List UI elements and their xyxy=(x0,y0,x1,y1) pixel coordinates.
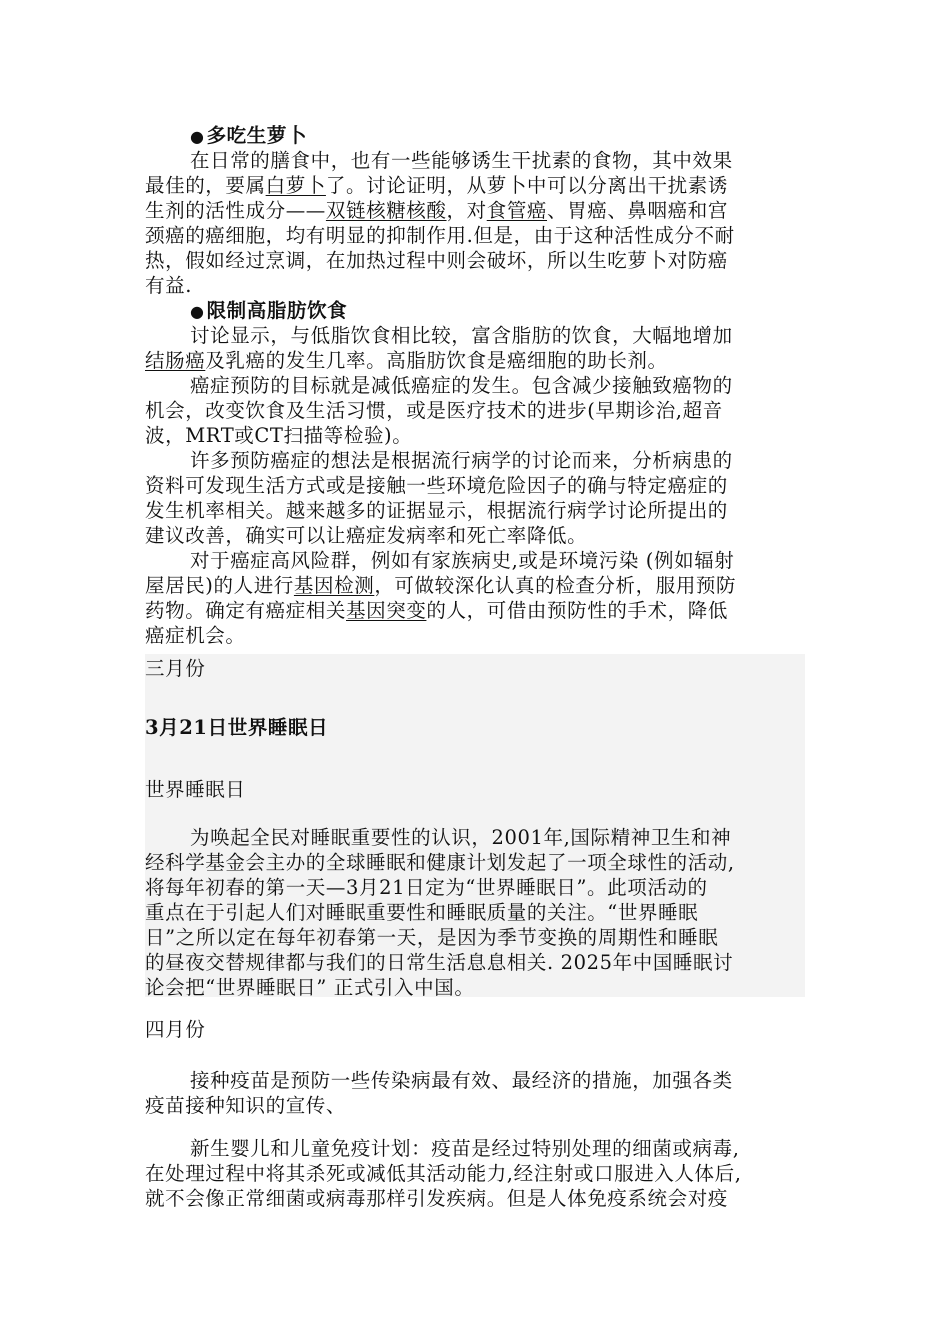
paragraph-line: 发生机率相关。越来越多的证据显示，根据流行病学讨论所提出的 xyxy=(145,499,728,522)
link-gene-mutation[interactable]: 基因突变 xyxy=(346,599,427,622)
paragraph-line: 癌症预防的目标就是减低癌症的发生。包含减少接触致癌物的 xyxy=(190,374,733,397)
link-white-radish[interactable]: 白萝卜 xyxy=(265,174,326,197)
paragraph-line: 的昼夜交替规律都与我们的日常生活息息相关. 2025年中国睡眠讨 xyxy=(145,951,734,974)
paragraph-line: 屋居民)的人进行基因检测，可做较深化认真的检查分析，服用预防 xyxy=(145,574,737,597)
paragraph-line: 为唤起全民对睡眠重要性的认识，2001年,国际精神卫生和神 xyxy=(190,826,732,849)
paragraph-line: 重点在于引起人们对睡眠重要性和睡眠质量的关注。“世界睡眠 xyxy=(145,901,699,924)
section-heading-high-fat: ● 限制高脂肪饮食 xyxy=(190,299,348,322)
paragraph-line: 在处理过程中将其杀死或减低其活动能力,经注射或口服进入人体后, xyxy=(145,1162,742,1185)
paragraph-line: 有益. xyxy=(145,274,192,297)
paragraph-line: 热，假如经过烹调，在加热过程中则会破坏，所以生吃萝卜对防癌 xyxy=(145,249,728,272)
month-label-april: 四月份 xyxy=(145,1018,206,1041)
paragraph-line: 经科学基金会主办的全球睡眠和健康计划发起了一项全球性的活动, xyxy=(145,851,735,874)
paragraph-line: 就不会像正常细菌或病毒那样引发疾病。但是人体免疫系统会对疫 xyxy=(145,1187,728,1210)
month-label-march: 三月份 xyxy=(145,657,206,680)
paragraph-line: 讨论显示，与低脂饮食相比较，富含脂肪的饮食，大幅地增加 xyxy=(190,324,733,347)
link-gene-testing[interactable]: 基因检测 xyxy=(293,574,375,597)
paragraph-line: 在日常的膳食中，也有一些能够诱生干扰素的食物，其中效果 xyxy=(190,149,733,172)
paragraph-line: 机会，改变饮食及生活习惯，或是医疗技术的进步(早期诊治,超音 xyxy=(145,399,723,422)
paragraph-line: 结肠癌及乳癌的发生几率。高脂肪饮食是癌细胞的助长剂。 xyxy=(145,349,668,372)
link-esophageal-cancer[interactable]: 食管癌 xyxy=(486,199,548,222)
paragraph-line: 最佳的，要属白萝卜了。讨论证明，从萝卜中可以分离出干扰素诱 xyxy=(145,174,728,197)
bullet-icon: ● xyxy=(190,302,205,321)
link-colon-cancer[interactable]: 结肠癌 xyxy=(145,349,206,372)
paragraph-line: 波，MRT或CT扫描等检验)。 xyxy=(145,424,413,447)
paragraph-line: 对于癌症高风险群，例如有家族病史,或是环境污染 (例如辐射 xyxy=(190,549,735,572)
paragraph-line: 疫苗接种知识的宣传、 xyxy=(145,1094,347,1117)
link-dsrna[interactable]: 双链核糖核酸 xyxy=(325,199,447,222)
paragraph-line: 生剂的活性成分——双链核糖核酸，对食管癌、胃癌、鼻咽癌和宫 xyxy=(145,199,728,222)
paragraph-line: 论会把“世界睡眠日” 正式引入中国。 xyxy=(145,976,475,999)
section-title-sleep-day: 3月21日世界睡眠日 xyxy=(145,716,329,739)
bullet-icon: ● xyxy=(190,127,205,146)
paragraph-line: 将每年初春的第一天—3月21日定为“世界睡眠日”。此项活动的 xyxy=(145,876,708,899)
paragraph-line: 颈癌的癌细胞，均有明显的抑制作用.但是，由于这种活性成分不耐 xyxy=(145,224,735,247)
paragraph-line: 药物。确定有癌症相关基因突变的人，可借由预防性的手术，降低 xyxy=(145,599,728,622)
paragraph-line: 接种疫苗是预防一些传染病最有效、最经济的措施，加强各类 xyxy=(190,1069,733,1092)
paragraph-line: 日”之所以定在每年初春第一天，是因为季节变换的周期性和睡眠 xyxy=(145,926,719,949)
paragraph-line: 许多预防癌症的想法是根据流行病学的讨论而来，分析病患的 xyxy=(190,449,733,472)
paragraph-line: 癌症机会。 xyxy=(145,624,246,647)
section-subtitle: 世界睡眠日 xyxy=(145,778,246,801)
paragraph-line: 资料可发现生活方式或是接触一些环境危险因子的确与特定癌症的 xyxy=(145,474,728,497)
section-heading-radish: ● 多吃生萝卜 xyxy=(190,124,308,147)
paragraph-line: 建议改善，确实可以让癌症发病率和死亡率降低。 xyxy=(145,524,588,547)
paragraph-line: 新生婴儿和儿童免疫计划：疫苗是经过特别处理的细菌或病毒, xyxy=(190,1137,740,1160)
